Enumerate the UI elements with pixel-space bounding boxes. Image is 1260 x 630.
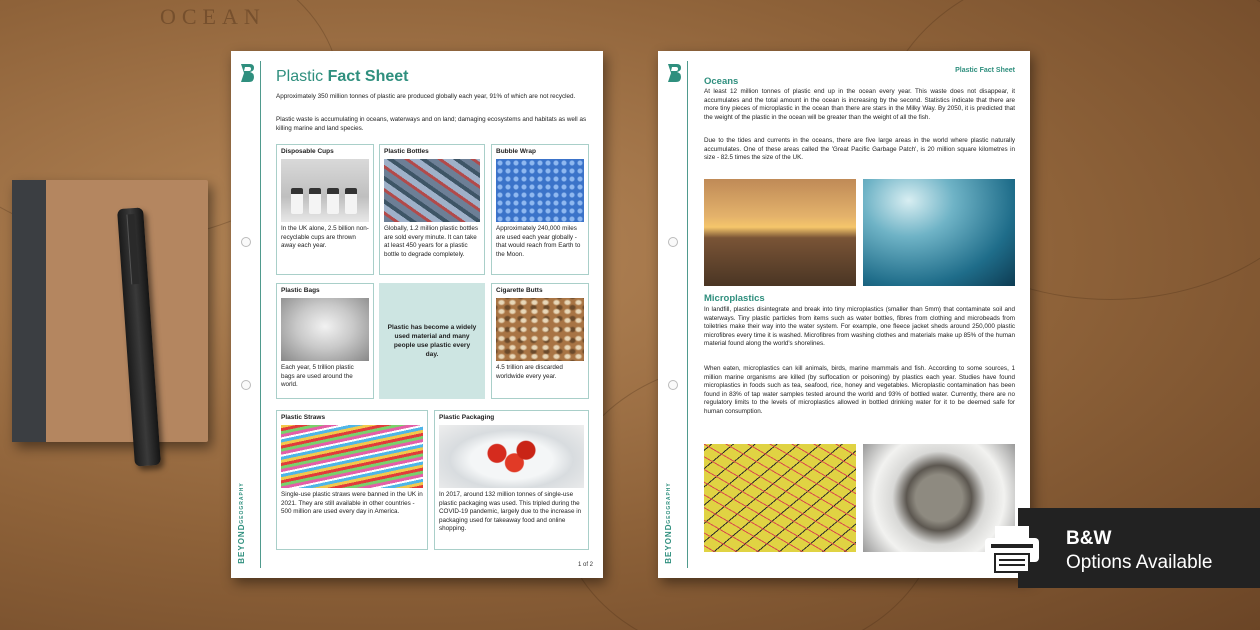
microfibres-photo — [704, 444, 856, 552]
card-text: 4.5 trillion are discarded worldwide every year. — [496, 364, 563, 380]
printer-icon — [980, 522, 1044, 576]
microplastics-heading: Microplastics — [704, 293, 765, 304]
fact-card-bags — [276, 283, 374, 399]
badge-subtitle: Options Available — [1066, 552, 1213, 573]
title-part-1: Plastic — [276, 68, 324, 85]
card-title: Plastic Bottles — [384, 148, 429, 155]
margin-rule — [260, 61, 261, 568]
card-text: Globally, 1.2 million plastic bottles are sold every minute. It can take at least 450 years for a plastic bottle to degrade completely. — [384, 225, 479, 258]
card-title: Bubble Wrap — [496, 148, 536, 155]
fact-card-bottles — [379, 144, 485, 275]
fact-sheet-page-1 — [231, 51, 603, 578]
plastic-bottles-photo — [384, 159, 480, 222]
card-text: In 2017, around 132 million tonnes of single-use plastic packaging was used. This tripled during the COVID-19 pandemic, largely due to the increase in packaging used for takeaway food and online shopping. — [439, 491, 582, 533]
punch-hole — [668, 237, 678, 247]
fact-card-cups — [276, 144, 374, 275]
brand-subtitle: GEOGRAPHY — [666, 482, 672, 524]
plastic-straws-photo — [281, 425, 423, 488]
beyond-logo-icon — [665, 63, 682, 83]
oceans-heading: Oceans — [704, 76, 739, 87]
bw-options-badge — [1018, 508, 1260, 588]
intro-paragraph-1: Approximately 350 million tonnes of plastic are produced globally each year, 91% of which are not recycled. — [276, 93, 576, 100]
map-label: OCEAN — [160, 4, 266, 29]
card-title: Disposable Cups — [281, 148, 334, 155]
punch-hole — [668, 380, 678, 390]
margin-rule — [687, 61, 688, 568]
fact-card-packaging — [434, 410, 589, 550]
fact-card-straws — [276, 410, 428, 550]
card-title: Plastic Packaging — [439, 414, 495, 421]
beyond-logo-icon — [238, 63, 255, 83]
running-header: Plastic Fact Sheet — [955, 67, 1015, 74]
punch-hole — [241, 380, 251, 390]
card-text: Approximately 240,000 miles are used each year globally - that would reach from Earth to the Moon. — [496, 225, 581, 258]
disposable-cups-photo — [281, 159, 369, 222]
ocean-plastic-photo — [863, 179, 1015, 286]
fact-sheet-page-2 — [658, 51, 1030, 578]
card-title: Plastic Bags — [281, 287, 320, 294]
notebook-spine — [12, 180, 46, 442]
polluted-beach-sunset-photo — [704, 179, 856, 286]
plastic-packaging-photo — [439, 425, 584, 488]
brand-name: BEYOND — [664, 523, 673, 564]
highlight-box: Plastic has become a widely used material and many people use plastic every day. — [379, 283, 485, 399]
brand-vertical — [664, 482, 673, 564]
microplastics-paragraph-1: In landfill, plastics disintegrate and break into tiny microplastics (smaller than 5mm) that contaminate soil and waterways. Tiny plastic particles from items such as water bottles, fibres from clothing and microbeads from toiletries make their way into the water system. For example, one fleece jacket sheds around 250,000 plastic microfibres every time it is washed. Microfibres from washing clothes and materials make up 85% of the human material found along the world's shorelines. — [704, 306, 1015, 348]
intro-paragraph-2: Plastic waste is accumulating in oceans, waterways and on land; damaging ecosystems and habitats as well as killing marine and land species. — [276, 116, 587, 132]
page-number: 1 of 2 — [577, 562, 593, 568]
bubble-wrap-photo — [496, 159, 584, 222]
card-text: Each year, 5 trillion plastic bags are used around the world. — [281, 364, 354, 389]
card-title: Plastic Straws — [281, 414, 326, 421]
title-part-2: Fact Sheet — [327, 68, 409, 85]
card-text: In the UK alone, 2.5 billion non-recyclable cups are thrown away each year. — [281, 225, 369, 250]
brand-vertical — [237, 482, 246, 564]
cigarette-butts-photo — [496, 298, 584, 361]
fact-card-bubble-wrap — [491, 144, 589, 275]
page-title — [276, 68, 409, 86]
pen-clip — [126, 214, 139, 284]
oceans-paragraph-1: At least 12 million tonnes of plastic end up in the ocean every year. This waste does not disappear, it accumulates and the total amount in the ocean is increasing by the second. Statistics indicate that there are more tiny pieces of microplastic in the ocean than there are stars in the Milky Way. By 2050, it is predicted that the weight of the plastic in the ocean will be greater than the weight of all the fish. — [704, 88, 1015, 121]
punch-hole — [241, 237, 251, 247]
badge-title: B&W — [1066, 528, 1112, 549]
plastic-bags-photo — [281, 298, 369, 361]
microplastics-paragraph-2: When eaten, microplastics can kill animals, birds, marine mammals and fish. According to some sources, 1 million marine organisms are killed (by suffocation or poisoning) by plastics each year. Studies have found microplastics in foods such as tea, seafood, rice, honey and vegetables. Microplastic contamination has been found in 83% of tap water samples tested around the world and 93% of bottled water. Currently, there are no regulatory limits to the levels of microplastics allowed in bottled drinking water for it to be deemed safe for human consumption. — [704, 365, 1015, 415]
notebook — [12, 180, 208, 442]
oceans-paragraph-2: Due to the tides and currents in the oceans, there are five large areas in the world where plastic naturally accumulates. One of these areas called the 'Great Pacific Garbage Patch', is 20 million square kilometres in size - 82.5 times the size of the UK. — [704, 137, 1015, 162]
fact-card-cigarette-butts — [491, 283, 589, 399]
card-text: Single-use plastic straws were banned in the UK in 2021. They are still available in other countries - 500 million are used every day in America. — [281, 491, 423, 516]
brand-subtitle: GEOGRAPHY — [239, 482, 245, 524]
card-title: Cigarette Butts — [496, 287, 543, 294]
brand-name: BEYOND — [237, 523, 246, 564]
